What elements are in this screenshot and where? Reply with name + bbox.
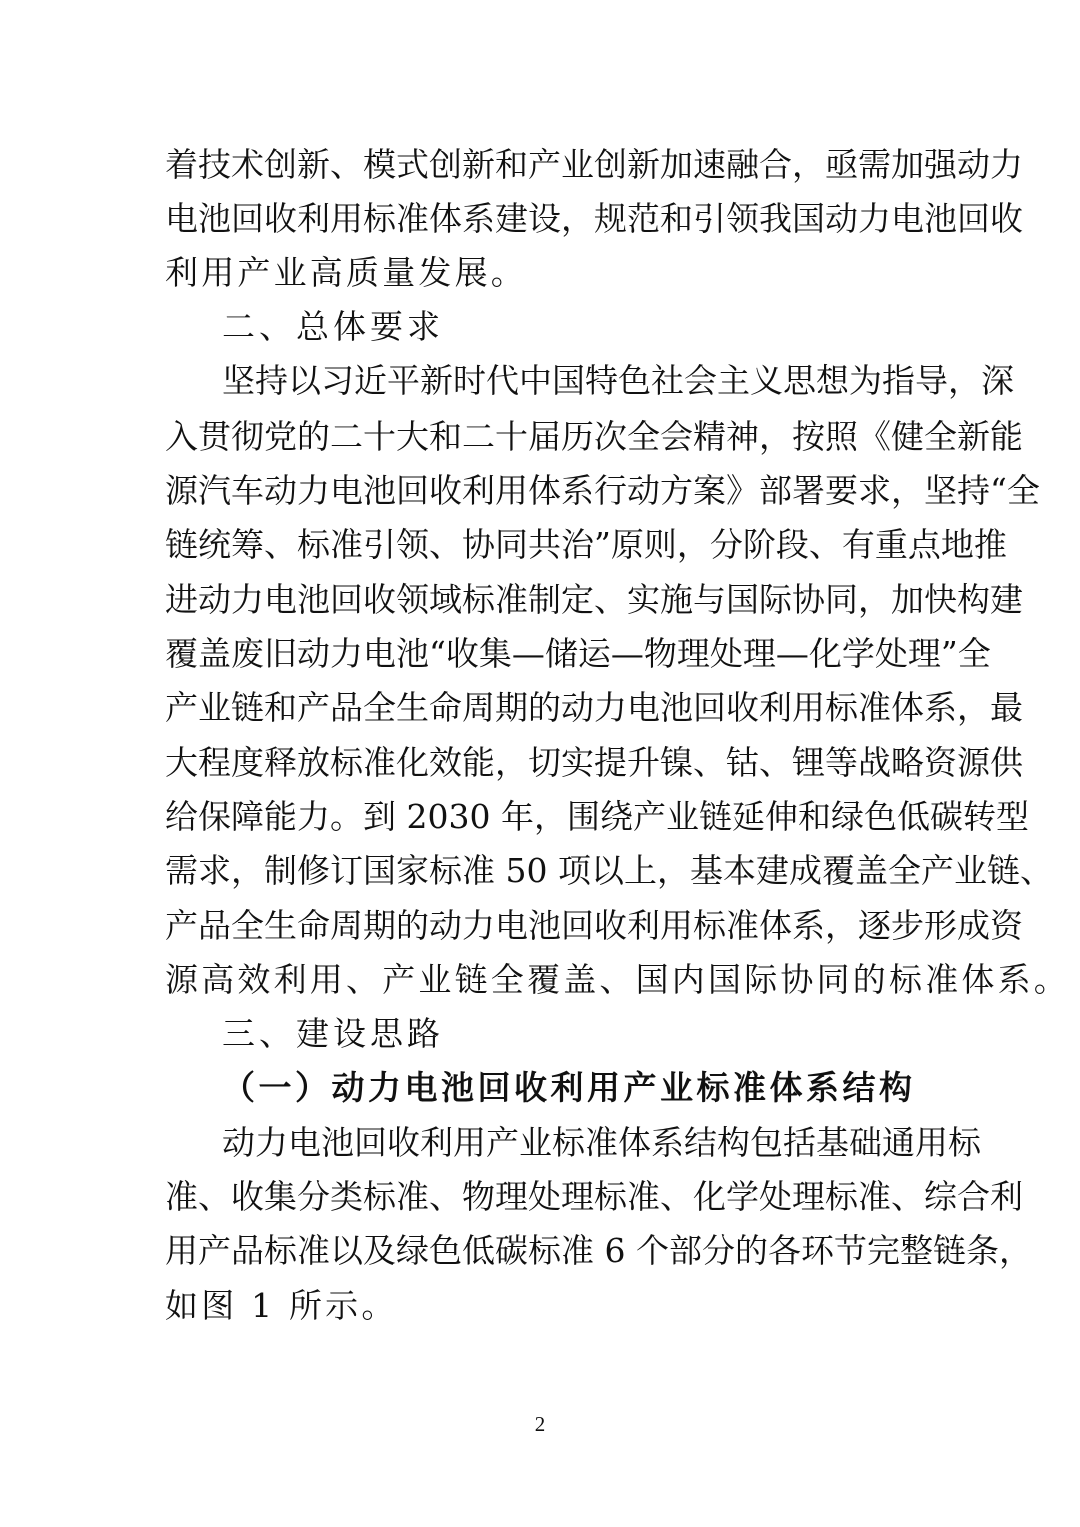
body-text-line: 链统筹、标准引领、协同共治”原则，分阶段、有重点地推 (165, 525, 1007, 564)
body-text-line: 进动力电池回收领域标准制定、实施与国际协同，加快构建 (165, 580, 1023, 619)
subsection-heading-standard-structure: （一）动力电池回收利用产业标准体系结构 (222, 1068, 916, 1107)
body-text-line: 着技术创新、模式创新和产业创新加速融合，亟需加强动力 (165, 145, 1023, 184)
body-text-line: 利用产业高质量发展。 (165, 253, 527, 292)
body-text-line: 产品全生命周期的动力电池回收利用标准体系，逐步形成资 (165, 906, 1023, 945)
body-text-line: 产业链和产品全生命周期的动力电池回收利用标准体系，最 (165, 688, 1023, 727)
page-number: 2 (534, 1412, 546, 1436)
section-heading-construction-approach: 三、建设思路 (222, 1014, 444, 1053)
body-text-line: 电池回收利用标准体系建设，规范和引领我国动力电池回收 (165, 199, 1023, 238)
body-text-line: 大程度释放标准化效能，切实提升镍、钴、锂等战略资源供 (165, 743, 1023, 782)
body-text-line: 源汽车动力电池回收利用体系行动方案》部署要求，坚持“全 (165, 471, 1040, 510)
body-text-line: 如图 1 所示。 (165, 1286, 398, 1325)
body-text-line: 动力电池回收利用产业标准体系结构包括基础通用标 (222, 1123, 981, 1162)
body-text-line: 坚持以习近平新时代中国特色社会主义思想为指导，深 (222, 361, 1014, 400)
body-text-line: 覆盖废旧动力电池“收集—储运—物理处理—化学处理”全 (165, 634, 991, 673)
body-text-line: 源高效利用、产业链全覆盖、国内国际协同的标准体系。 (165, 960, 1070, 999)
body-text-line: 准、收集分类标准、物理处理标准、化学处理标准、综合利 (165, 1177, 1023, 1216)
body-text-line: 给保障能力。到 2030 年，围绕产业链延伸和绿色低碳转型 (165, 797, 1029, 836)
body-text-line: 需求，制修订国家标准 50 项以上，基本建成覆盖全产业链、 (165, 851, 1053, 890)
body-text-line: 入贯彻党的二十大和二十届历次全会精神，按照《健全新能 (165, 417, 1023, 456)
body-text-line: 用产品标准以及绿色低碳标准 6 个部分的各环节完整链条， (165, 1231, 1032, 1270)
section-heading-overall-requirements: 二、总体要求 (222, 307, 444, 346)
